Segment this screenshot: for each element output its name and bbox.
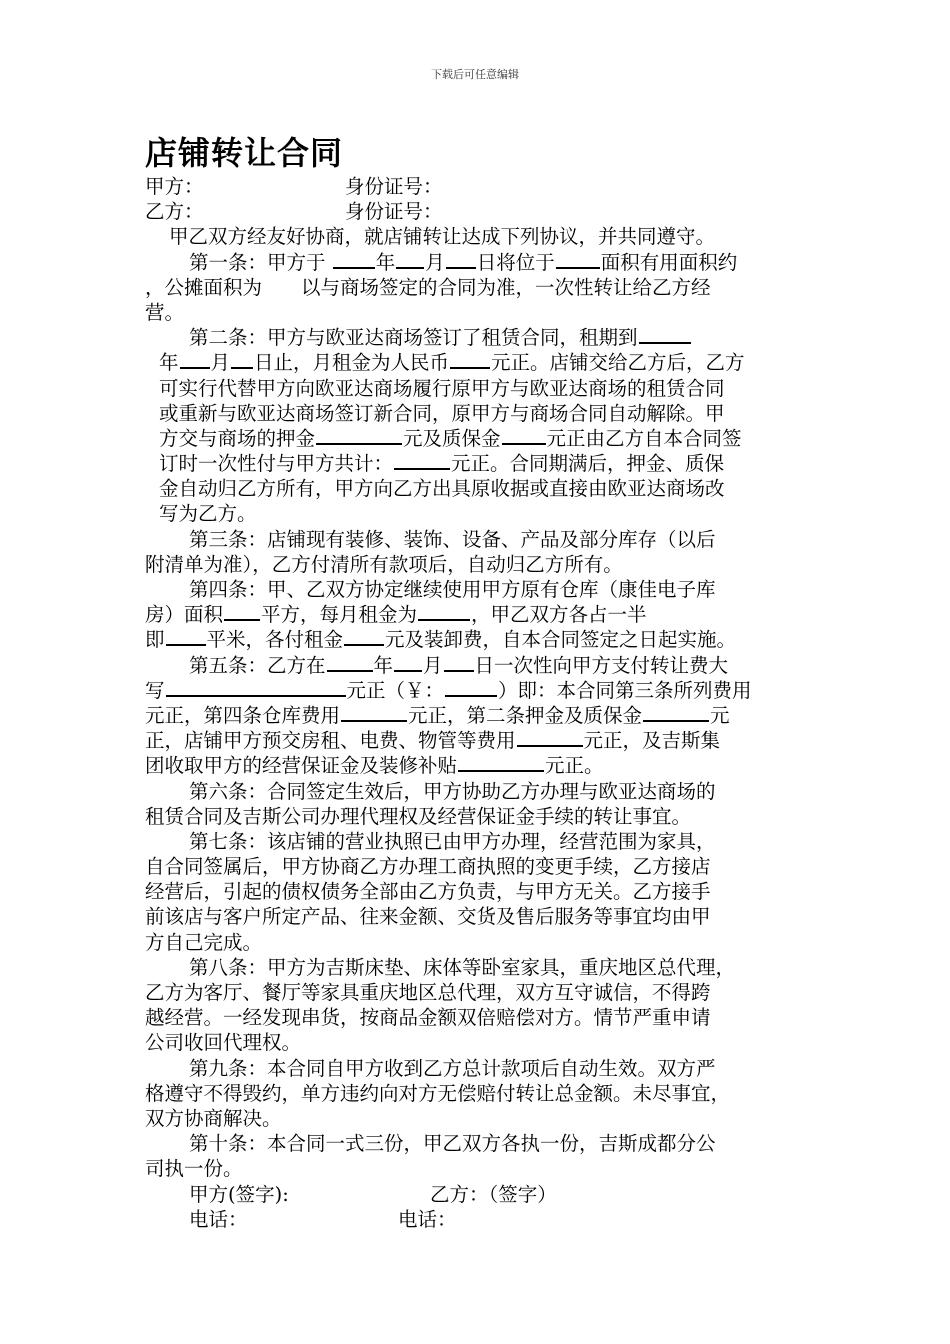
article-7-line-1: 第七条：该店铺的营业执照已由甲方办理，经营范围为家具，	[189, 829, 716, 853]
article-2-line-3: 可实行代替甲方向欧亚达商场履行原甲方与欧亚达商场的租赁合同	[159, 376, 725, 400]
party-a-phone-label: 电话：	[189, 1207, 248, 1231]
blank-rent	[450, 350, 490, 369]
blank-amount-words	[166, 678, 346, 697]
page-header-note: 下载后可任意编辑	[431, 68, 519, 81]
article-5-line-2: 写 元正（￥： ）即：本合同第三条所列费用	[145, 678, 752, 702]
article-6-line-2: 租赁合同及吉斯公司办理代理权及经营保证金手续的转让事宜。	[145, 804, 692, 828]
party-b-id-label: 身份证号：	[345, 200, 443, 224]
phone-row	[145, 1207, 810, 1232]
blank-location	[556, 250, 600, 269]
article-9-line-2: 格遵守不得毁约，单方违约向对方无偿赔付转让总金额。未尽事宜，	[145, 1081, 731, 1105]
article-5-line-5: 团收取甲方的经营保证金及装修补贴 元正。	[145, 754, 604, 778]
blank-day	[446, 250, 476, 269]
article-2-line-1: 第二条：甲方与欧亚达商场签订了租赁合同，租期到	[145, 325, 810, 350]
article-8-line-1: 第八条：甲方为吉斯床垫、床体等卧室家具，重庆地区总代理，	[189, 955, 736, 979]
article-3-line-2: 附清单为准），乙方付清所有款项后，自动归乙方所有。	[145, 552, 623, 576]
article-4-line-2: 房）面积 平方，每月租金为 ，甲乙双方各占一半	[145, 603, 647, 627]
article-7-line-3: 经营后，引起的债权债务全部由乙方负责，与甲方无关。乙方接手	[145, 880, 711, 904]
article-2-line-8: 写为乙方。	[159, 502, 257, 526]
blank-year	[333, 250, 375, 269]
blank-warehouse-rent	[418, 602, 470, 621]
article-2-line-6: 订时一次性付与甲方共计： 元正。合同期满后，押金、质保	[159, 452, 725, 476]
contract-body	[145, 174, 810, 1232]
article-1-line-3: 营。	[145, 300, 185, 324]
blank-amount-figures	[445, 678, 497, 697]
article-8-line-4: 公司收回代理权。	[145, 1031, 302, 1055]
blank-deposit	[316, 426, 402, 445]
party-b-row	[145, 199, 810, 224]
signature-row	[145, 1182, 810, 1207]
article-1-line-2: ，公摊面积为 以与商场签定的合同为准，一次性转让给乙方经	[145, 275, 711, 299]
article-9-line-3: 双方协商解决。	[145, 1106, 282, 1130]
party-a-signature-label: 甲方(签字):	[189, 1182, 289, 1206]
party-a-label: 甲方：	[145, 175, 204, 198]
article-8-line-3: 越经营。一经发现串货，按商品金额双倍赔偿对方。情节严重申请	[145, 1006, 711, 1030]
blank-total	[394, 451, 450, 470]
article-8-line-2: 乙方为客厅、餐厅等家具重庆地区总代理，双方互守诚信，不得跨	[145, 981, 711, 1004]
party-b-label: 乙方：	[145, 200, 204, 224]
article-2-line-4: 或重新与欧亚达商场签订新合同，原甲方与商场合同自动解除。甲	[159, 401, 725, 425]
blank-area	[224, 602, 260, 621]
article-6-line-1: 第六条：合同签定生效后，甲方协助乙方办理与欧亚达商场的	[189, 779, 716, 803]
party-b-signature-label: 乙方：（签字）	[430, 1182, 557, 1206]
party-b-phone-label: 电话：	[398, 1207, 457, 1231]
article-7-line-5: 方自己完成。	[145, 930, 263, 954]
article-4-line-3: 即 平米，各付租金 元及装卸费，自本合同签定之日起实施。	[145, 628, 737, 652]
article-2-line-5: 方交与商场的押金 元及质保金 元正由乙方自本合同签	[159, 426, 742, 450]
article-10-line-1: 第十条：本合同一式三份，甲乙双方各执一份，吉斯成都分公	[189, 1132, 716, 1156]
blank-lease-end	[639, 325, 691, 344]
article-7-line-2: 自合同签属后，甲方协商乙方办理工商执照的变更手续，乙方接店	[145, 855, 711, 879]
blank-month	[396, 250, 424, 269]
article-5-line-4: 正，店铺甲方预交房租、电费、物管等费用 元正，及吉斯集	[145, 729, 721, 753]
intro-paragraph: 甲乙双方经友好协商，就店铺转让达成下列协议，并共同遵守。	[169, 225, 716, 249]
party-a-id-label: 身份证号：	[345, 175, 443, 198]
article-9-line-1: 第九条：本合同自甲方收到乙方总计款项后自动生效。双方严	[189, 1056, 716, 1080]
article-3-line-1: 第三条：店铺现有装修、装饰、设备、产品及部分库存（以后	[189, 527, 716, 551]
article-1-line-1: 第一条：甲方于 年 月 日将位于 面积有用面积约	[189, 250, 738, 274]
article-2-line-7: 金自动归乙方所有，甲方向乙方出具原收据或直接由欧亚达商场改	[159, 477, 725, 501]
article-10-line-2: 司执一份。	[145, 1157, 243, 1181]
article-5-line-3: 元正，第四条仓库费用 元正，第二条押金及质保金 元	[145, 703, 730, 727]
article-7-line-4: 前该店与客户所定产品、往来金额、交货及售后服务等事宜均由甲	[145, 905, 711, 929]
article-4-line-1: 第四条：甲、乙双方协定继续使用甲方原有仓库（康佳电子库	[189, 578, 716, 601]
party-a-row	[145, 174, 810, 199]
article-2-line-2: 年 月 日止，月租金为人民币 元正。店铺交给乙方后，乙方	[159, 351, 745, 375]
article-5-line-1: 第五条：乙方在 年 月 日一次性向甲方支付转让费大	[189, 653, 729, 677]
document-title: 店铺转让合同	[145, 134, 344, 172]
blank-guarantee	[502, 426, 546, 445]
